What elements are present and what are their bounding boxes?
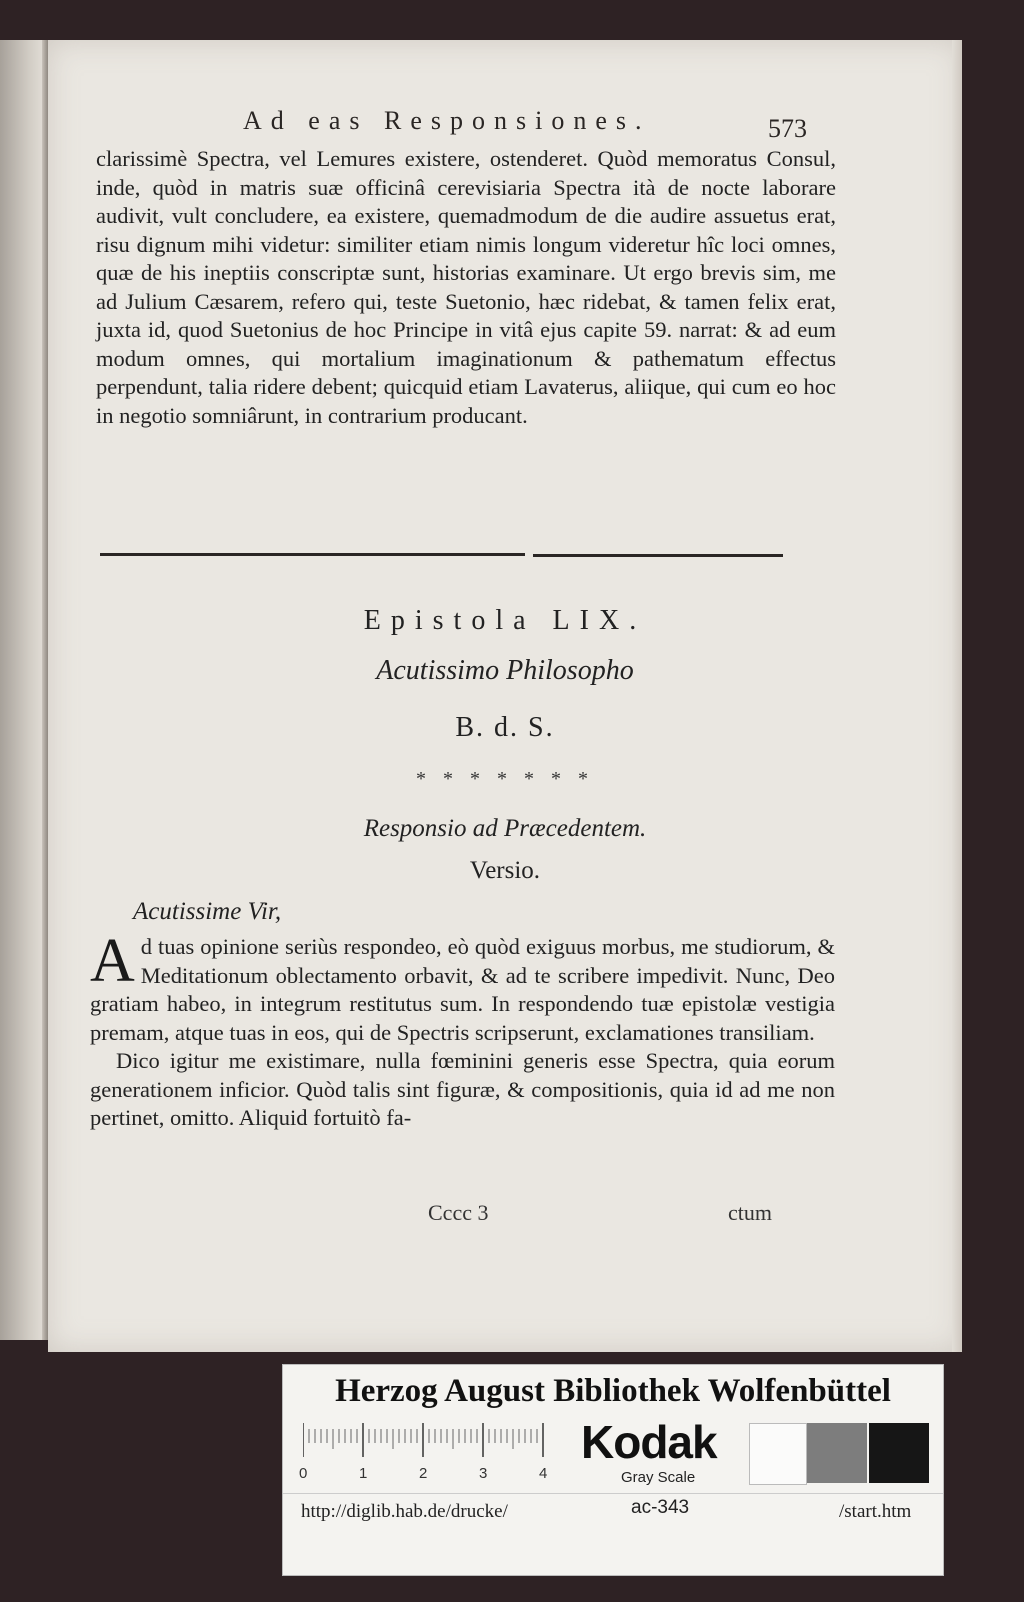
grayscale-label: Gray Scale [621, 1469, 696, 1486]
ruler-number: 2 [419, 1465, 428, 1482]
letter-paragraph-1 [90, 927, 835, 1047]
section-rule-right [533, 554, 783, 557]
white-swatch [749, 1423, 807, 1485]
catchword: ctum [728, 1200, 772, 1225]
responsio-subtitle: Responsio ad Præcedentem. [363, 815, 647, 842]
drop-cap: A [90, 927, 135, 995]
target-divider [283, 1493, 943, 1494]
letter-text [90, 927, 835, 1133]
ruler-number: 1 [359, 1465, 368, 1482]
running-head: Ad eas Responsiones. [243, 106, 651, 135]
author-initials: B. d. S. [455, 712, 555, 743]
shelfmark-code: ac-343 [631, 1497, 690, 1518]
ruler-number: 4 [539, 1465, 548, 1482]
asterisk-divider: * * * * * * * [416, 768, 594, 790]
book-page [48, 40, 962, 1352]
salutation: Acutissime Vir, [133, 898, 282, 925]
addressee: Acutissimo Philosopho [376, 655, 634, 686]
black-swatch [869, 1423, 929, 1483]
page-edge [952, 40, 962, 1352]
gray-swatch [807, 1423, 867, 1483]
section-rule-left [100, 553, 525, 556]
url-suffix: /start.htm [839, 1501, 912, 1522]
epistola-heading: Epistola LIX. [363, 605, 647, 636]
versio-label: Versio. [469, 857, 541, 884]
page-number: 573 [768, 114, 807, 143]
library-name: Herzog August Bibliothek Wolfenbüttel [335, 1373, 891, 1409]
ruler-number: 3 [479, 1465, 488, 1482]
paragraph-1-text: d tuas opinione seriùs respondeo, eò quòd exiguus morbus, me studiorum, & Meditationum oblectamento orbavit, & ad te scribere impedivit. Nunc, Deo gratiam habeo, in integrum restitutus sum. In respondendo tuæ epistolæ vestigia premam, atque tuas in eos, qui de Spectris scripserunt, exclamationes transiliam. [90, 934, 835, 1045]
ruler-number: 0 [299, 1465, 308, 1482]
color-target-card [282, 1364, 944, 1576]
source-url: http://diglib.hab.de/drucke/ [301, 1501, 508, 1522]
signature-mark: Cccc 3 [428, 1200, 489, 1225]
kodak-logo: Kodak [581, 1416, 717, 1468]
letter-paragraph-2: Dico igitur me existimare, nulla fœminini generis esse Spectra, quia eorum generationem inficior. Quòd talis sint figuræ, & compositionis, quia id ad me non pertinet, omitto. Aliquid fortuitò fa- [90, 1048, 835, 1130]
ruler-scale [303, 1423, 553, 1463]
facing-page-edge [0, 40, 48, 1340]
body-text: clarissimè Spectra, vel Lemures existere, ostenderet. Quòd memoratus Consul, inde, quòd in matris suæ officinâ cerevisiaria Spectra ità de nocte laborare audivit, vult concludere, ea existere, quemadmodum de die audire assuetus erat, risu dignum mihi videtur: similiter etiam nimis longum videretur hîc loci omnes, quæ de his ineptiis conscriptæ sunt, historias examinare. Ut ergo brevis sim, me ad Julium Cæsarem, refero qui, teste Suetonio, hæc ridebat, & tamen felix erat, juxta id, quod Suetonius de hoc Principe in vitâ ejus capite 59. narrat: & ad eum modum omnes, qui mortalium imaginationum & pathematum effectus perpendunt, talia ridere debent; quicquid etiam Lavaterus, aliique, qui cum eo hoc in negotio somniârunt, in contrarium producant. [96, 146, 836, 428]
